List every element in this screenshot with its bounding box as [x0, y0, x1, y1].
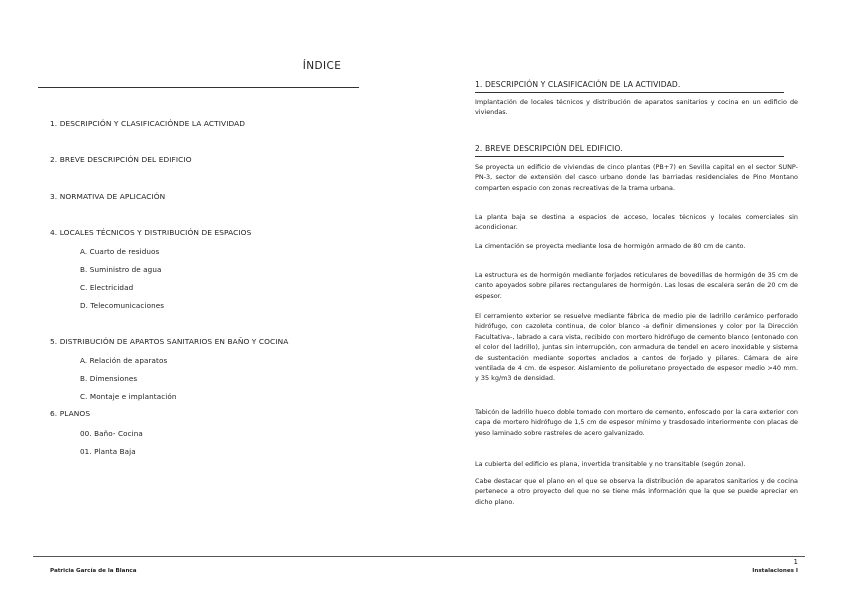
toc-sub-4a: A. Cuarto de residuos [80, 247, 160, 256]
index-title-rule [38, 87, 359, 88]
footer-rule [33, 556, 805, 557]
section-2-paragraph-5: El cerramiento exterior se resuelve mediante fábrica de medio pie de ladrillo cerámico perforado hidrófugo, con cazoleta continua, de color blanco -a definir dimensiones y color por la Dirección Facultativa-, labrado a cara vista, recibido con mortero hidrófugo de cemento blanco (entonado con el color del ladrillo), juntas sin interrupción, con armadura de tendel en acero inoxidable y sistema de sustentación mediante soportes anclados a cantos de forjado y pilares. Cámara de aire ventilada de 4 cm. de espesor. Aislamiento de poliuretano proyectado de espesor medio >40 mm. y 35 kg/m3 de densidad. [475, 312, 798, 383]
section-2-paragraph-2: La planta baja se destina a espacios de acceso, locales técnicos y locales comerciales sin acondicionar. [475, 213, 798, 232]
page-number: 1 [793, 558, 798, 566]
toc-sub-4b: B. Suministro de agua [80, 265, 162, 274]
toc-sub-4d: D. Telecomunicaciones [80, 301, 165, 310]
index-title: ÍNDICE [302, 60, 342, 72]
section-2-paragraph-8: Cabe destacar que el plano en el que se observa la distribución de aparatos sanitarios y de cocina pertenece a otro proyecto del que no se tiene más información que la que se puede apreciar en dicho plano. [475, 477, 798, 506]
section-1-heading: 1. DESCRIPCIÓN Y CLASIFICACIÓN DE LA ACTIVIDAD. [475, 80, 784, 93]
toc-item-5: 5. DISTRIBUCIÓN DE APARTOS SANITARIOS EN BAÑO Y COCINA [50, 337, 289, 346]
toc-item-3: 3. NORMATIVA DE APLICACIÓN [50, 192, 166, 201]
footer-subject: Instalaciones I [752, 568, 798, 574]
toc-sub-5b: B. Dimensiones [80, 374, 138, 383]
toc-item-1: 1. DESCRIPCIÓN Y CLASIFICACIÓNDE LA ACTIVIDAD [50, 119, 246, 128]
toc-sub-6-01: 01. Planta Baja [80, 447, 136, 456]
section-2-paragraph-7: La cubierta del edificio es plana, invertida transitable y no transitable (según zona). [475, 460, 746, 468]
toc-sub-5c: C. Montaje e implantación [80, 392, 177, 401]
section-1-paragraph-1: Implantación de locales técnicos y distribución de aparatos sanitarios y cocina en un edificio de viviendas. [475, 98, 798, 117]
section-2-paragraph-4: La estructura es de hormigón mediante forjados reticulares de bovedillas de hormigón de 35 cm de canto apoyados sobre pilares rectangulares de hormigón. Las losas de escalera serán de 20 cm de espesor. [475, 271, 798, 300]
section-2-heading: 2. BREVE DESCRIPCIÓN DEL EDIFICIO. [475, 144, 784, 157]
section-2-paragraph-1: Se proyecta un edificio de viviendas de cinco plantas (PB+7) en Sevilla capital en el sector SUNP-PN-3, sector de extensión del casco urbano donde las barriadas residenciales de Pino Montano comparten espacio con zonas recreativas de la trama urbana. [475, 163, 798, 192]
toc-sub-5a: A. Relación de aparatos [80, 356, 168, 365]
toc-sub-6-00: 00. Baño- Cocina [80, 429, 143, 438]
section-2-paragraph-3: La cimentación se proyecta mediante losa de hormigón armado de 80 cm de canto. [475, 242, 746, 250]
toc-item-6: 6. PLANOS [50, 409, 91, 418]
toc-item-2: 2. BREVE DESCRIPCIÓN DEL EDIFICIO [50, 155, 192, 164]
toc-item-4: 4. LOCALES TÉCNICOS Y DISTRIBUCIÓN DE ESPACIOS [50, 228, 252, 237]
footer-author: Patricia García de la Blanca [50, 568, 137, 574]
section-2-paragraph-6: Tabicón de ladrillo hueco doble tomado con mortero de cemento, enfoscado por la cara exterior con capa de mortero hidrófugo de 1,5 cm de espesor mínimo y trasdosado interiormente con placas de yeso laminado sobre rastreles de acero galvanizado. [475, 408, 798, 437]
toc-sub-4c: C. Electricidad [80, 283, 134, 292]
